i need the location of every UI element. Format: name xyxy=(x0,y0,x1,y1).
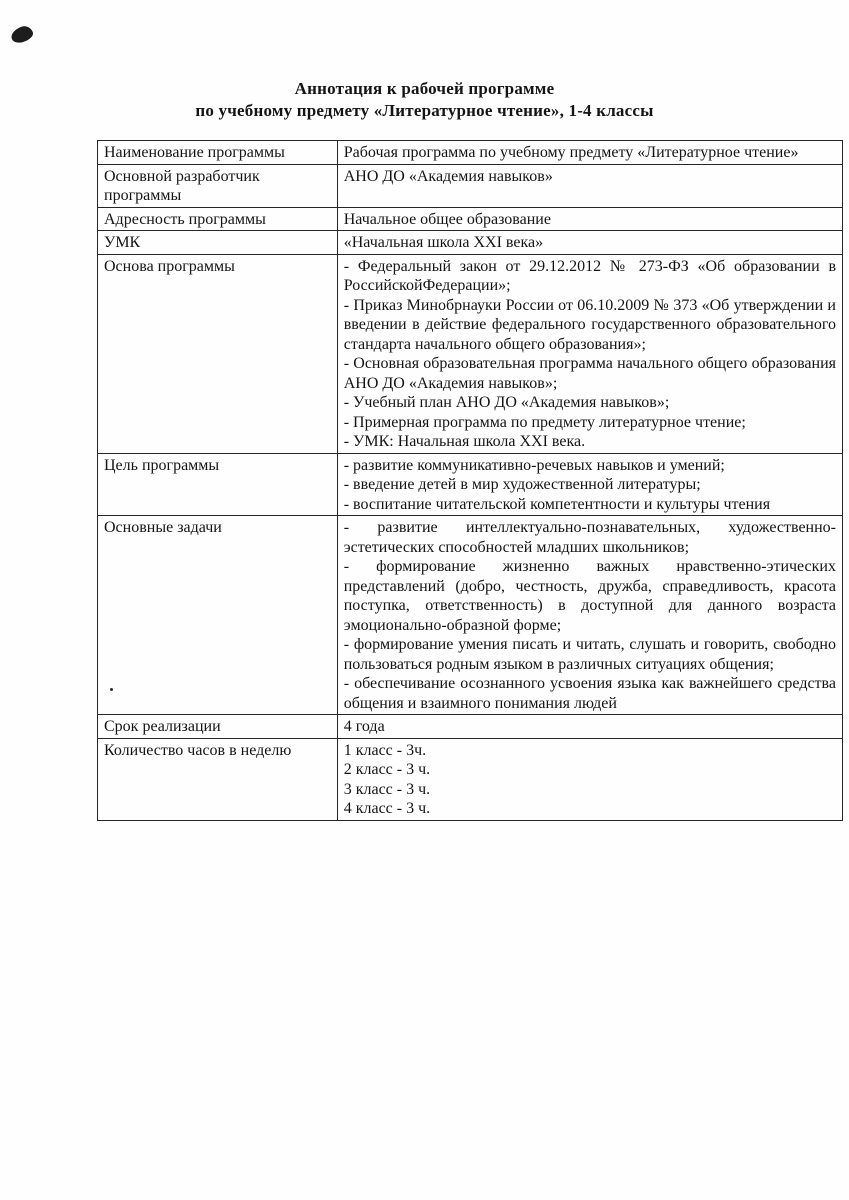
row-value xyxy=(337,207,842,231)
title-line-1: Аннотация к рабочей программе xyxy=(294,79,555,98)
table-row xyxy=(98,254,843,453)
row-value xyxy=(337,453,842,516)
table-row xyxy=(98,164,843,207)
value-paragraph: - введение детей в мир художественной литературы; xyxy=(343,476,701,493)
row-label: Основной разработчик программы xyxy=(98,164,338,207)
value-paragraph: - УМК: Начальная школа XXI века. xyxy=(343,433,586,450)
row-value xyxy=(337,516,842,715)
row-label: Срок реализации xyxy=(98,715,338,739)
row-label: Количество часов в неделю xyxy=(98,738,338,820)
table-row xyxy=(98,207,843,231)
annotation-table-body xyxy=(98,141,843,821)
table-row xyxy=(98,715,843,739)
title-line-2: по учебному предмету «Литературное чтение», 1-4 классы xyxy=(195,101,654,120)
value-paragraph: 3 класс - 3 ч. xyxy=(343,780,431,798)
value-paragraph: 4 года xyxy=(343,718,385,735)
table-row xyxy=(98,141,843,165)
table-row xyxy=(98,738,843,820)
value-paragraph: - обеспечивание осознанного усвоения языка как важнейшего средства общения и взаимного понимания людей xyxy=(343,675,836,712)
row-label: Цель программы xyxy=(98,453,338,516)
row-label: Адресность программы xyxy=(98,207,338,231)
scan-ink-blot-artifact xyxy=(9,24,35,45)
value-paragraph: - Примерная программа по предмету литературное чтение; xyxy=(343,413,746,431)
value-paragraph: Рабочая программа по учебному предмету «Литературное чтение» xyxy=(343,144,799,161)
value-paragraph: 2 класс - 3 ч. xyxy=(343,761,431,778)
row-value xyxy=(337,738,842,820)
table-row xyxy=(98,231,843,255)
value-paragraph: - формирование умения писать и читать, слушать и говорить, свободно пользоваться родным языком в различных ситуациях общения; xyxy=(343,636,836,673)
value-paragraph: - Приказ Минобрнауки России от 06.10.2009 № 373 «Об утверждении и введении в действие федерального государственного образовательного стандарта начального общего образования»; xyxy=(343,296,836,353)
value-paragraph: 4 класс - 3 ч. xyxy=(343,800,431,817)
row-label: Основные задачи xyxy=(98,516,338,715)
value-paragraph: - формирование жизненно важных нравственно-этических представлений (добро, честность, дружба, справедливость, красота поступка, ответственность) в доступной для данного возраста эмоционально-образной форме; xyxy=(343,558,836,634)
row-value xyxy=(337,254,842,453)
value-paragraph: - Федеральный закон от 29.12.2012 № 273-ФЗ «Об образовании в РоссийскойФедерации»; xyxy=(343,257,836,294)
value-paragraph: - Учебный план АНО ДО «Академия навыков»; xyxy=(343,394,670,411)
row-label: УМК xyxy=(98,231,338,255)
row-value xyxy=(337,715,842,739)
value-paragraph: Начальное общее образование xyxy=(343,210,551,228)
row-value xyxy=(337,231,842,255)
row-value xyxy=(337,141,842,165)
value-paragraph: АНО ДО «Академия навыков» xyxy=(343,167,553,185)
value-paragraph: - развитие интеллектуально-познавательных, художественно-эстетических способностей младших школьников; xyxy=(343,519,836,556)
row-label: Наименование программы xyxy=(98,141,338,165)
document-title xyxy=(0,78,849,122)
value-paragraph: - воспитание читательской компетентности и культуры чтения xyxy=(343,495,771,513)
value-paragraph: 1 класс - 3ч. xyxy=(343,741,427,759)
row-label: Основа программы xyxy=(98,254,338,453)
table-row xyxy=(98,453,843,516)
value-paragraph: - Основная образовательная программа начального общего образования АНО ДО «Академия навыков»; xyxy=(343,355,836,392)
table-row xyxy=(98,516,843,715)
value-paragraph: - развитие коммуникативно-речевых навыков и умений; xyxy=(343,456,725,474)
row-value xyxy=(337,164,842,207)
annotation-table xyxy=(97,140,843,821)
value-paragraph: «Начальная школа XXI века» xyxy=(343,234,544,251)
